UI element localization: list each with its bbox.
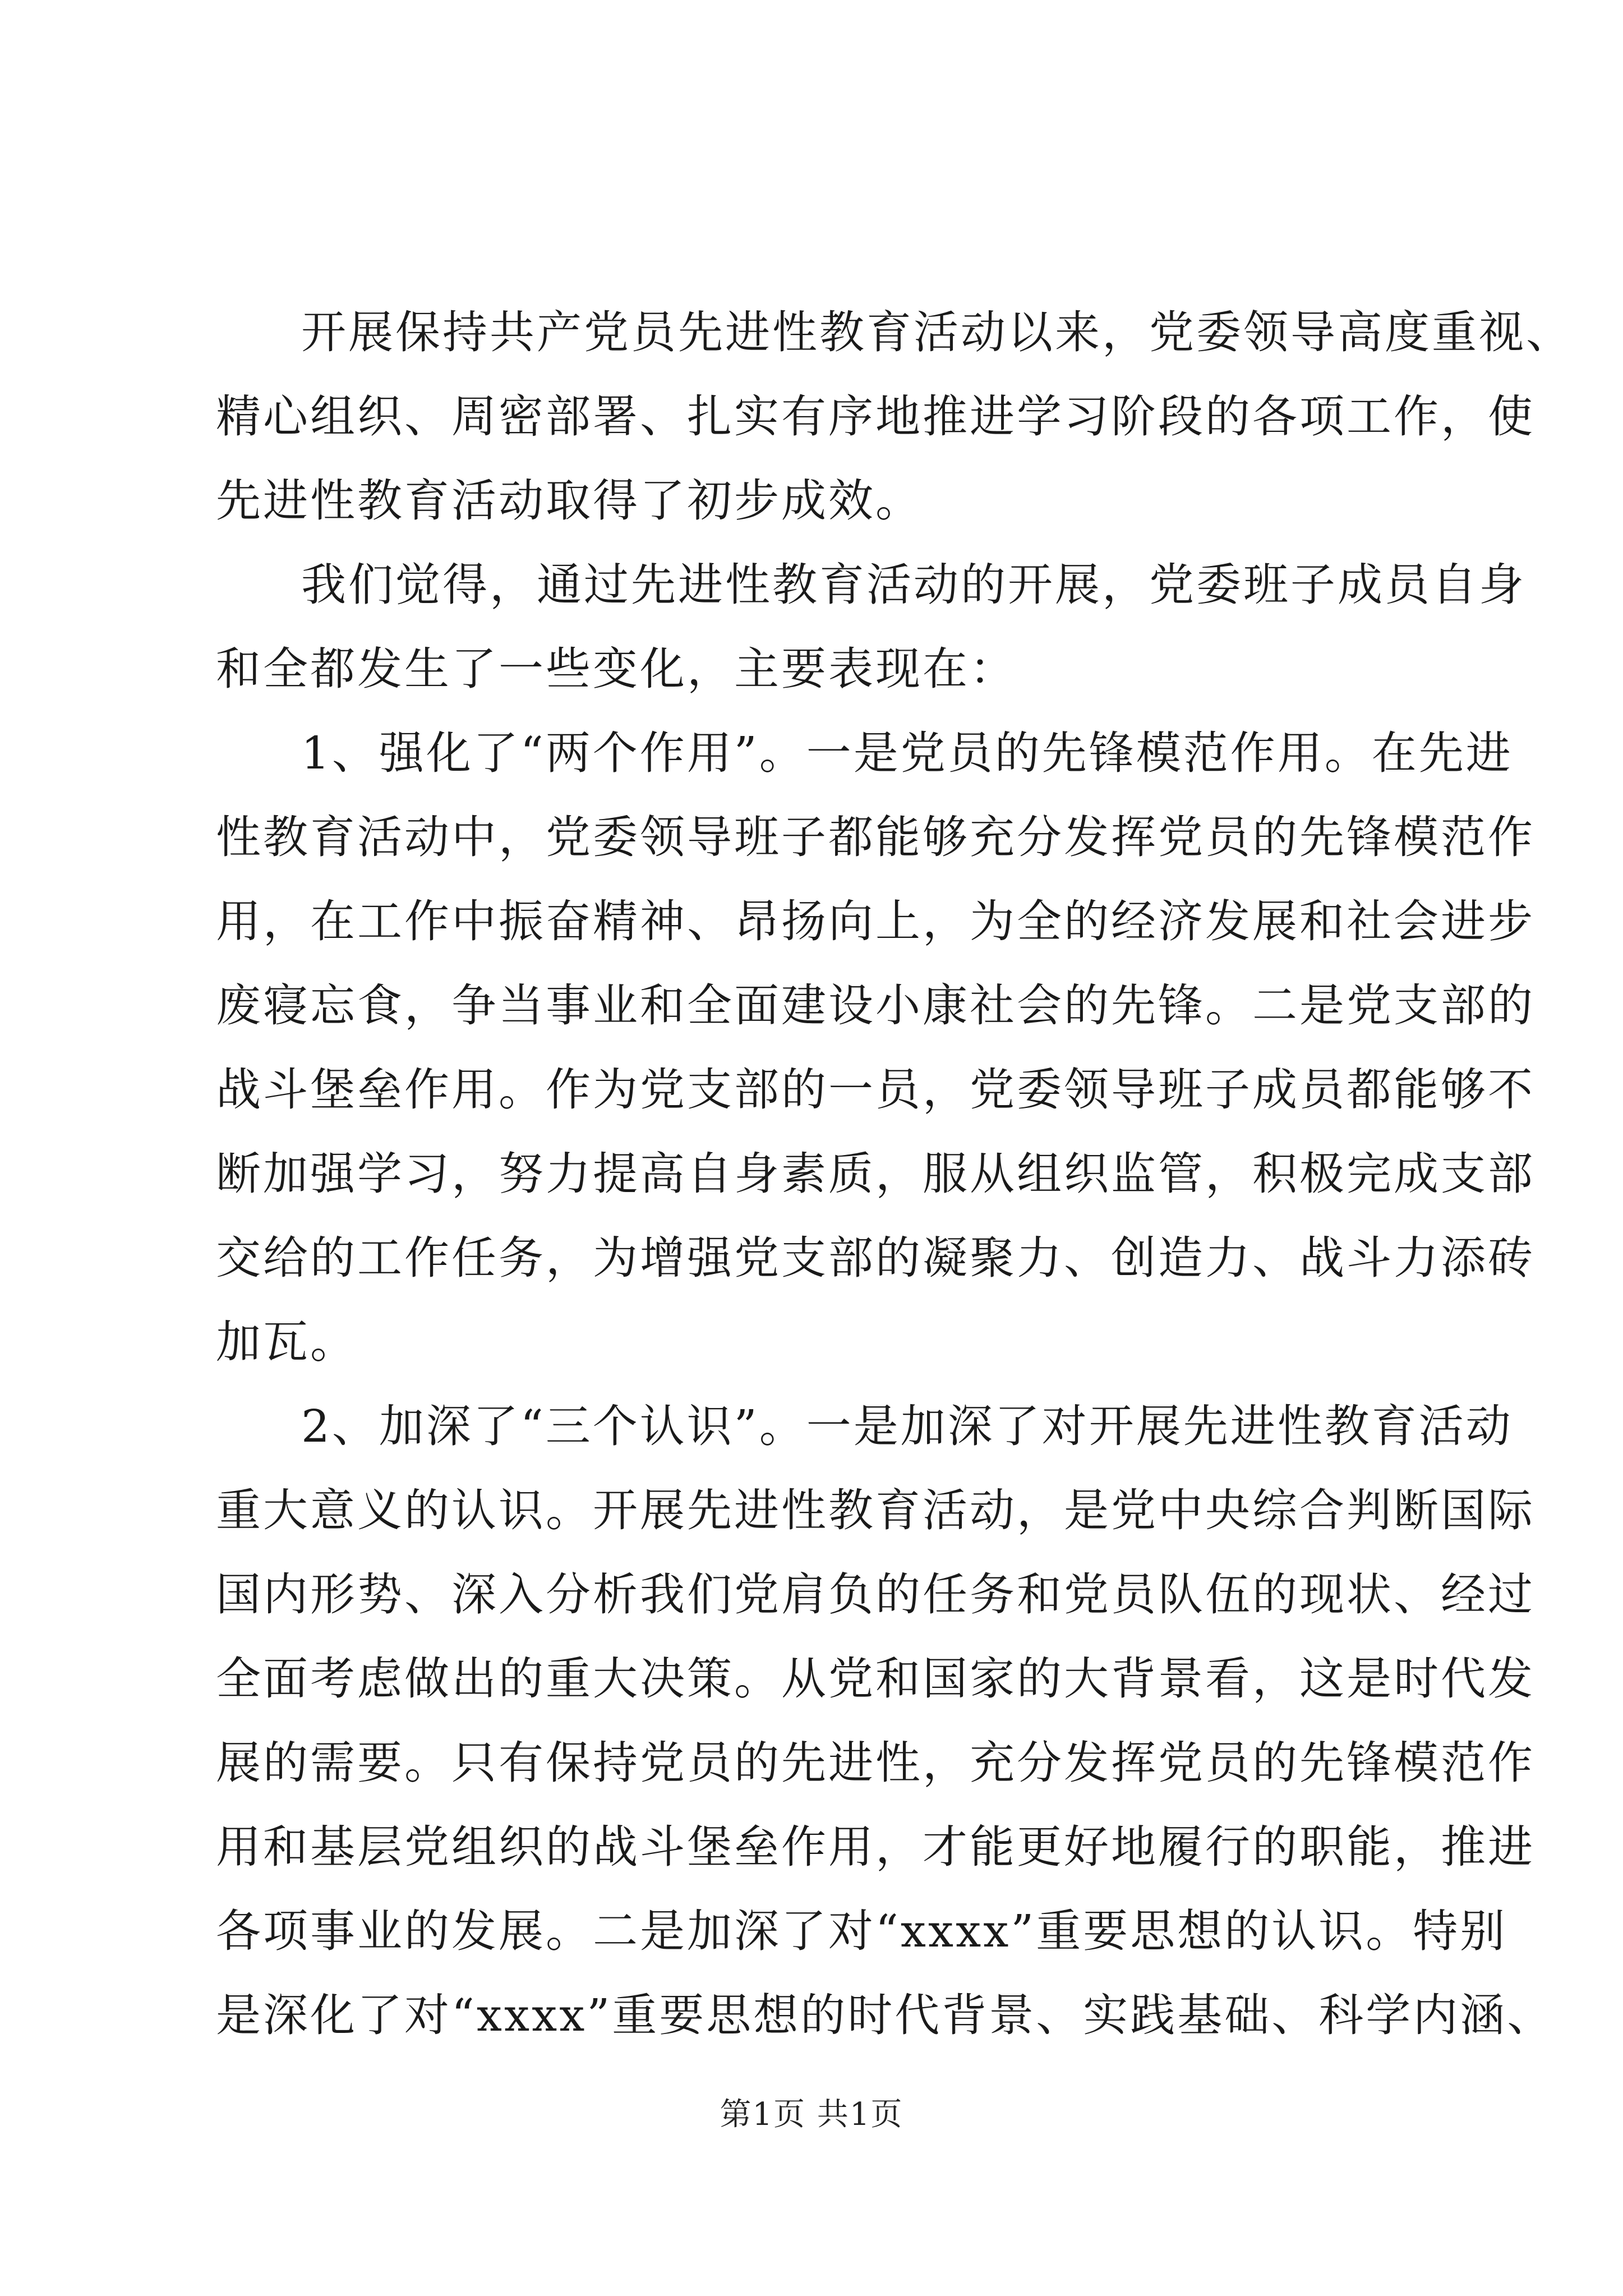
document-body <box>216 291 1573 2058</box>
paragraph-changes <box>216 543 1526 711</box>
text-line: 断加强学习，努力提高自身素质，服从组织监管，积极完成支部 <box>216 1148 1535 1200</box>
text-line: 我们觉得，通过先进性教育活动的开展，党委班子成员自身 <box>301 559 1526 611</box>
text-line: 开展保持共产党员先进性教育活动以来，党委领导高度重视、 <box>301 306 1573 358</box>
text-line: 用和基层党组织的战斗堡垒作用，才能更好地履行的职能，推进 <box>216 1821 1535 1873</box>
text-line: 战斗堡垒作用。作为党支部的一员，党委领导班子成员都能够不 <box>216 1064 1535 1116</box>
text-line: 精心组织、周密部署、扎实有序地推进学习阶段的各项工作，使 <box>216 390 1535 443</box>
text-line: 展的需要。只有保持党员的先进性，充分发挥党员的先锋模范作 <box>216 1737 1535 1789</box>
paragraph-two-roles <box>216 711 1535 1384</box>
text-line: 用，在工作中振奋精神、昂扬向上，为全的经济发展和社会进步 <box>216 895 1535 947</box>
text-line: 2、加深了“三个认识”。一是加深了对开展先进性教育活动 <box>301 1400 1513 1452</box>
text-line: 性教育活动中，党委领导班子都能够充分发挥党员的先锋模范作 <box>216 811 1535 863</box>
text-line: 先进性教育活动取得了初步成效。 <box>216 475 923 527</box>
paragraph-three-understandings <box>216 1384 1555 2058</box>
page-number-footer: 第1页 共1页 <box>720 2096 903 2133</box>
text-line: 重大意义的认识。开展先进性教育活动，是党中央综合判断国际 <box>216 1484 1535 1536</box>
text-line: 是深化了对“xxxx”重要思想的时代背景、实践基础、科学内涵、 <box>216 1989 1555 2041</box>
text-line: 废寝忘食，争当事业和全面建设小康社会的先锋。二是党支部的 <box>216 979 1535 1032</box>
text-line: 国内形势、深入分析我们党肩负的任务和党员队伍的现状、经过 <box>216 1568 1535 1621</box>
text-line: 加瓦。 <box>216 1316 357 1368</box>
paragraph-intro <box>216 291 1573 543</box>
text-line: 和全都发生了一些变化，主要表现在： <box>216 643 1017 695</box>
text-line: 1、强化了“两个作用”。一是党员的先锋模范作用。在先进 <box>301 727 1513 779</box>
text-line: 全面考虑做出的重大决策。从党和国家的大背景看，这是时代发 <box>216 1653 1535 1705</box>
text-line: 交给的工作任务，为增强党支部的凝聚力、创造力、战斗力添砖 <box>216 1232 1535 1284</box>
text-line: 各项事业的发展。二是加深了对“xxxx”重要思想的认识。特别 <box>216 1905 1507 1957</box>
